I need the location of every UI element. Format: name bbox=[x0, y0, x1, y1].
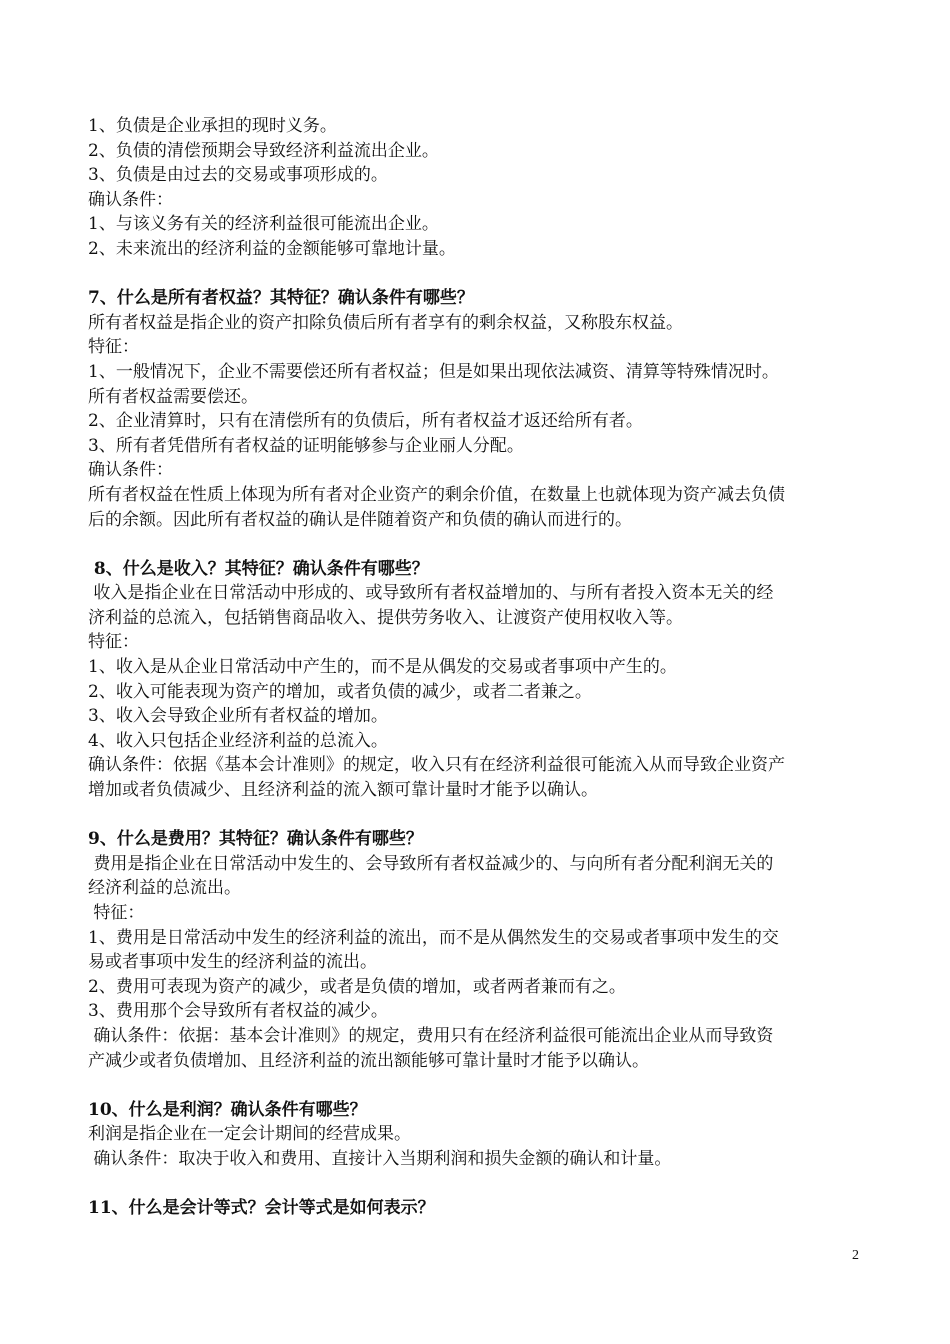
text-line: 2、未来流出的经济利益的金额能够可靠地计量。 bbox=[88, 238, 456, 259]
text-line: 所有者权益是指企业的资产扣除负债后所有者享有的剩余权益，又称股东权益。 bbox=[88, 312, 683, 333]
blank-line bbox=[88, 803, 868, 828]
text-line: 经济利益的总流出。 bbox=[88, 878, 241, 899]
text-line: 所有者权益在性质上体现为所有者对企业资产的剩余价值，在数量上也就体现为资产减去负债 bbox=[88, 484, 785, 505]
text-line: 确认条件： bbox=[88, 460, 173, 481]
text-line: 所有者权益需要偿还。 bbox=[88, 386, 258, 407]
text-line: 1、与该义务有关的经济利益很可能流出企业。 bbox=[88, 214, 439, 235]
section-heading-7: 7、什么是所有者权益？其特征？确认条件有哪些？ bbox=[88, 288, 474, 309]
text-line: 济利益的总流入，包括销售商品收入、提供劳务收入、让渡资产使用权收入等。 bbox=[88, 607, 683, 628]
text-line: 1、负债是企业承担的现时义务。 bbox=[88, 116, 337, 136]
text-line: 后的余额。因此所有者权益的确认是伴随着资产和负债的确认而进行的。 bbox=[88, 509, 632, 530]
text-line: 费用是指企业在日常活动中发生的、会导致所有者权益减少的、与向所有者分配利润无关的 bbox=[88, 853, 774, 874]
text-line: 利润是指企业在一定会计期间的经营成果。 bbox=[88, 1124, 411, 1145]
text-line: 特征： bbox=[88, 337, 139, 358]
text-line: 2、负债的清偿预期会导致经济利益流出企业。 bbox=[88, 140, 439, 161]
text-line: 收入是指企业在日常活动中形成的、或导致所有者权益增加的、与所有者投入资本无关的经 bbox=[88, 583, 774, 604]
text-line: 确认条件： bbox=[88, 189, 173, 210]
text-line: 1、收入是从企业日常活动中产生的，而不是从偶发的交易或者事项中产生的。 bbox=[88, 657, 677, 678]
page-body bbox=[88, 114, 868, 1221]
text-line: 3、所有者凭借所有者权益的证明能够参与企业丽人分配。 bbox=[88, 435, 524, 456]
text-line: 产减少或者负债增加、且经济利益的流出额能够可靠计量时才能予以确认。 bbox=[88, 1050, 649, 1071]
blank-line bbox=[88, 262, 868, 287]
section-heading-11: 11、什么是会计等式？会计等式是如何表示？ bbox=[88, 1198, 435, 1219]
text-line: 增加或者负债减少、且经济利益的流入额可靠计量时才能予以确认。 bbox=[88, 780, 598, 801]
text-line: 确认条件：取决于收入和费用、直接计入当期利润和损失金额的确认和计量。 bbox=[88, 1148, 672, 1169]
blank-line bbox=[88, 1073, 868, 1098]
section-heading-10: 10、什么是利润？确认条件有哪些？ bbox=[88, 1099, 367, 1120]
text-line: 1、费用是日常活动中发生的经济利益的流出，而不是从偶然发生的交易或者事项中发生的交 bbox=[88, 927, 779, 948]
text-line: 1、一般情况下，企业不需要偿还所有者权益；但是如果出现依法减资、清算等特殊情况时。 bbox=[88, 361, 779, 382]
page-number: 2 bbox=[852, 1248, 859, 1263]
text-line: 2、费用可表现为资产的减少，或者是负债的增加，或者两者兼而有之。 bbox=[88, 976, 626, 997]
text-line: 易或者事项中发生的经济利益的流出。 bbox=[88, 952, 377, 973]
section-heading-9: 9、什么是费用？其特征？确认条件有哪些？ bbox=[88, 829, 423, 850]
section-heading-8: 8、什么是收入？其特征？确认条件有哪些？ bbox=[88, 558, 429, 579]
text-line: 3、收入会导致企业所有者权益的增加。 bbox=[88, 706, 388, 727]
text-line: 3、负债是由过去的交易或事项形成的。 bbox=[88, 165, 388, 186]
blank-line bbox=[88, 532, 868, 557]
text-line: 4、收入只包括企业经济利益的总流入。 bbox=[88, 730, 388, 751]
text-line: 特征： bbox=[88, 903, 145, 923]
text-line: 3、费用那个会导致所有者权益的减少。 bbox=[88, 1001, 388, 1022]
text-line: 2、企业清算时，只有在清偿所有的负债后，所有者权益才返还给所有者。 bbox=[88, 411, 643, 432]
text-line: 确认条件：依据：基本会计准则》的规定，费用只有在经济利益很可能流出企业从而导致资 bbox=[88, 1025, 774, 1046]
text-line: 特征： bbox=[88, 632, 139, 653]
blank-line bbox=[88, 1172, 868, 1197]
text-line: 确认条件：依据《基本会计准则》的规定，收入只有在经济利益很可能流入从而导致企业资产 bbox=[88, 755, 785, 776]
text-line: 2、收入可能表现为资产的增加，或者负债的减少，或者二者兼之。 bbox=[88, 681, 592, 702]
